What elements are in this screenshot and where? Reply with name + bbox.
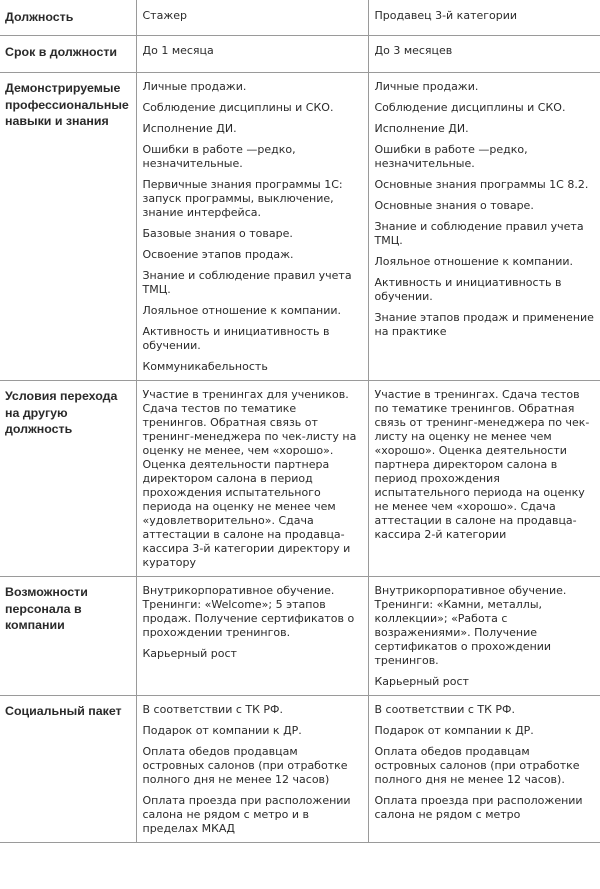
row-label-social: Социальный пакет xyxy=(0,696,136,843)
row-label-skills: Демонстрируемые профессиональные навыки и знания xyxy=(0,73,136,381)
table-header-row xyxy=(0,0,600,36)
social-seller-3rd xyxy=(368,696,600,843)
list-item: Активность и инициативность в обучении. xyxy=(142,325,330,352)
list-item: Ошибки в работе —редко, незначительные. xyxy=(142,143,296,170)
list-item: Исполнение ДИ. xyxy=(374,122,469,135)
list-item: Базовые знания о товаре. xyxy=(142,227,293,240)
opportunities-trainee xyxy=(136,577,368,696)
opportunities-seller-3rd xyxy=(368,577,600,696)
list-item: Основные знания о товаре. xyxy=(374,199,534,212)
table-row-term xyxy=(0,36,600,73)
row-label-opportunities: Возможности персонала в компании xyxy=(0,577,136,696)
list-item: Коммуникабельность xyxy=(142,360,268,373)
list-item: Оплата проезда при расположении салона не рядом с метро и в пределах МКАД xyxy=(142,794,351,835)
list-item: Оплата обедов продавцам островных салонов (при отработке полного дня не менее 12 часов) xyxy=(142,745,348,786)
social-trainee xyxy=(136,696,368,843)
list-item: Личные продажи. xyxy=(142,80,247,93)
list-item: Ошибки в работе —редко, незначительные. xyxy=(374,143,528,170)
term-seller-3rd: До 3 месяцев xyxy=(368,36,600,73)
list-item: Освоение этапов продаж. xyxy=(142,248,294,261)
table-row-opportunities xyxy=(0,577,600,696)
list-item: Подарок от компании к ДР. xyxy=(374,724,534,737)
transfer-seller-3rd: Участие в тренингах. Сдача тестов по тематике тренингов. Обратная связь от тренинг-менеджера по чек-листу на оценку не менее чем «хорошо». Оценка деятельности партнера директором салона в период прохождения испытательного периода на оценку не менее чем «хорошо». Сдача аттестации в салоне на продавца-кассира 2-й категории xyxy=(368,381,600,577)
transfer-trainee: Участие в тренингах для учеников. Сдача тестов по тематике тренингов. Обратная связь от тренинг-менеджера по чек-листу на оценку не менее, чем «хорошо». Оценка деятельности партнера директором салона в период прохождения испытательного периода на оценку не менее чем «удовлетворительно». Сдача аттестации в салоне на продавца-кассира 3-й категории директору и куратору xyxy=(136,381,368,577)
list-item: Активность и инициативность в обучении. xyxy=(374,276,562,303)
list-item: Оплата проезда при расположении салона не рядом с метро xyxy=(374,794,583,821)
list-item: Лояльное отношение к компании. xyxy=(374,255,574,268)
list-item: Карьерный рост xyxy=(142,647,237,660)
list-item: Соблюдение дисциплины и СКО. xyxy=(142,101,334,114)
table-row-social xyxy=(0,696,600,843)
list-item: Оплата обедов продавцам островных салонов (при отработке полного дня не менее 12 часов). xyxy=(374,745,580,786)
list-item: В соответствии с ТК РФ. xyxy=(142,703,284,716)
row-label-position: Должность xyxy=(0,0,136,36)
term-trainee: До 1 месяца xyxy=(136,36,368,73)
row-label-transfer: Условия перехода на другую должность xyxy=(0,381,136,577)
list-item: Исполнение ДИ. xyxy=(142,122,237,135)
list-item: Основные знания программы 1С 8.2. xyxy=(374,178,589,191)
table-row-skills xyxy=(0,73,600,381)
list-item: Подарок от компании к ДР. xyxy=(142,724,302,737)
header-trainee: Стажер xyxy=(136,0,368,36)
skills-trainee xyxy=(136,73,368,381)
list-item: Знание и соблюдение правил учета ТМЦ. xyxy=(142,269,352,296)
list-item: Лояльное отношение к компании. xyxy=(142,304,342,317)
skills-seller-3rd xyxy=(368,73,600,381)
list-item: Карьерный рост xyxy=(374,675,469,688)
header-seller-3rd: Продавец 3-й категории xyxy=(368,0,600,36)
list-item: Личные продажи. xyxy=(374,80,479,93)
list-item: В соответствии с ТК РФ. xyxy=(374,703,516,716)
list-item: Внутрикорпоративное обучение. Тренинги: «Камни, металлы, коллекции»; «Работа с возражениями». Получение сертификатов о прохождении тренингов. xyxy=(374,584,567,667)
table-row-transfer xyxy=(0,381,600,577)
row-label-term: Срок в должности xyxy=(0,36,136,73)
list-item: Внутрикорпоративное обучение. Тренинги: «Welcome»; 5 этапов продаж. Получение сертификатов о прохождении тренингов. xyxy=(142,584,355,639)
list-item: Знание этапов продаж и применение на практике xyxy=(374,311,594,338)
list-item: Соблюдение дисциплины и СКО. xyxy=(374,101,566,114)
list-item: Знание и соблюдение правил учета ТМЦ. xyxy=(374,220,584,247)
list-item: Первичные знания программы 1С: запуск программы, выключение, знание интерфейса. xyxy=(142,178,343,219)
